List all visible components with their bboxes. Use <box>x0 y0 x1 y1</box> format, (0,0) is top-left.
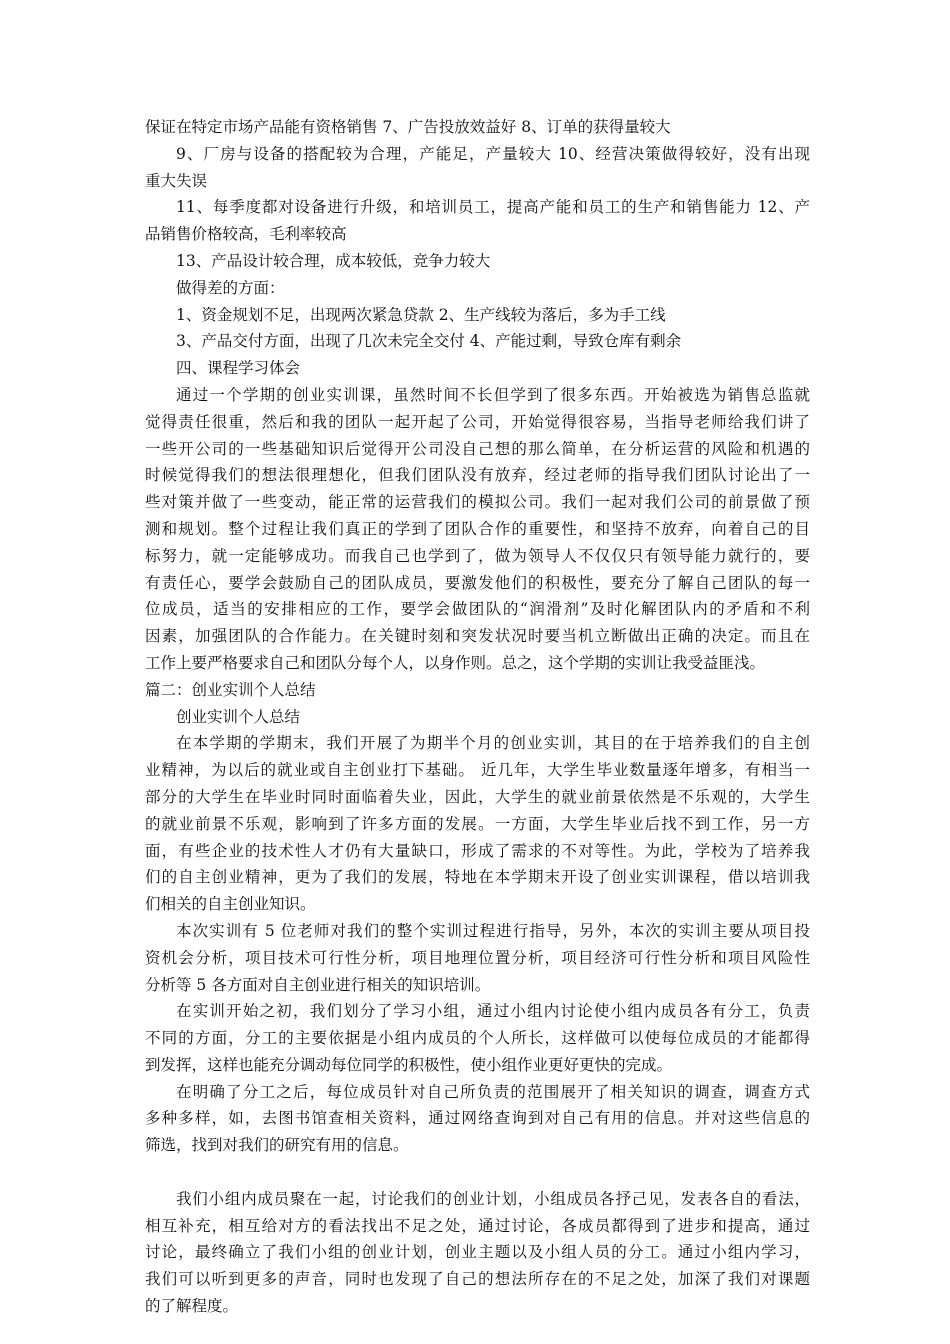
text-line: 重大失误 <box>145 171 208 190</box>
text-line: 13、产品设计较合理，成本较低，竞争力较大 <box>176 251 491 270</box>
text-line: 品销售价格较高，毛利率较高 <box>145 225 347 244</box>
text-line: 保证在特定市场产品能有资格销售 7、广告投放效益好 8、订单的获得量较大 <box>145 118 671 136</box>
text-line: 的了解程度。 <box>145 1297 239 1316</box>
text-line: 在明确了分工之后，每位成员针对自己所负责的范围展开了相关知识的调查，调查方式 <box>176 1082 810 1101</box>
text-line: 到发挥，这样也能充分调动每位同学的积极性，使小组作业更好更快的完成。 <box>145 1055 673 1074</box>
text-line: 一些开公司的一些基础知识后觉得开公司没自己想的那么简单，在分析运营的风险和机遇的 <box>145 439 810 458</box>
text-line: 11、每季度都对设备进行升级，和培训员工，提高产能和员工的生产和销售能力 12、产 <box>176 198 810 217</box>
text-line: 时候觉得我们的想法很理想化，但我们团队没有放弃，经过老师的指导我们团队讨论出了一 <box>145 466 810 485</box>
text-line: 些对策并做了一些变动，能正常的运营我们的模拟公司。我们一起对我们公司的前景做了预 <box>145 493 810 512</box>
text-line: 觉得责任很重，然后和我的团队一起开起了公司，开始觉得很容易，当指导老师给我们讲了 <box>145 412 810 431</box>
paragraph-gap <box>145 1159 810 1186</box>
text-line: 通过一个学期的创业实训课，虽然时间不长但学到了很多东西。开始被选为销售总监就 <box>176 385 810 404</box>
text-line: 讨论，最终确立了我们小组的创业计划，创业主题以及小组人员的分工。通过小组内学习， <box>145 1243 810 1262</box>
text-line: 在实训开始之初，我们划分了学习小组，通过小组内讨论使小组内成员各有分工，负责 <box>176 1002 810 1021</box>
text-line: 位成员，适当的安排相应的工作，要学会做团队的“润滑剂”及时化解团队内的矛盾和不利 <box>145 600 810 619</box>
text-line: 四、课程学习体会 <box>176 359 301 378</box>
text-line: 业精神，为以后的就业或自主创业打下基础。 近几年，大学生毕业数量逐年增多，有相当一 <box>145 761 810 780</box>
document-body <box>145 114 810 1320</box>
text-line: 不同的方面，分工的主要依据是小组内成员的个人所长，这样做可以使每位成员的才能都得 <box>145 1029 810 1048</box>
text-line: 有责任心，要学会鼓励自己的团队成员，要激发他们的积极性，要充分了解自己团队的每一 <box>145 573 810 592</box>
text-line: 3、产品交付方面，出现了几次未完全交付 4、产能过剩，导致仓库有剩余 <box>176 332 682 351</box>
text-line: 因素，加强团队的合作能力。在关键时刻和突发状况时要当机立断做出正确的决定。而且在 <box>145 627 810 646</box>
text-line: 本次实训有 5 位老师对我们的整个实训过程进行指导，另外，本次的实训主要从项目投 <box>176 921 810 940</box>
text-line: 工作上要严格要求自己和团队分每个人，以身作则。总之，这个学期的实训让我受益匪浅。 <box>145 653 766 672</box>
text-line: 1、资金规划不足，出现两次紧急贷款 2、生产线较为落后，多为手工线 <box>176 305 666 324</box>
text-line: 做得差的方面： <box>176 278 285 297</box>
text-line: 部分的大学生在毕业时同时面临着失业，因此，大学生的就业前景依然是不乐观的，大学生 <box>145 787 810 806</box>
text-line: 测和规划。整个过程让我们真正的学到了团队合作的重要性，和坚持不放弃，向着自己的目 <box>145 519 810 538</box>
text-line: 面，有些企业的技术性人才仍有大量缺口，形成了需求的不对等性。为此，学校为了培养我 <box>145 841 810 860</box>
text-line: 9、厂房与设备的搭配较为合理，产能足，产量较大 10、经营决策做得较好，没有出现 <box>176 144 810 163</box>
text-line: 资机会分析，项目技术可行性分析，项目地理位置分析，项目经济可行性分析和项目风险性 <box>145 948 810 967</box>
text-line: 们的自主创业精神，更为了我们的发展，特地在本学期末开设了创业实训课程，借以培训我 <box>145 868 810 887</box>
text-line: 相互补充，相互给对方的看法找出不足之处，通过讨论，各成员都得到了进步和提高，通过 <box>145 1216 810 1235</box>
text-line: 多种多样，如，去图书馆查相关资料，通过网络查询到对自己有用的信息。并对这些信息的 <box>145 1109 810 1128</box>
text-line: 篇二：创业实训个人总结 <box>145 680 316 699</box>
text-line: 标努力，就一定能够成功。而我自己也学到了，做为领导人不仅仅只有领导能力就行的，要 <box>145 546 810 565</box>
text-line: 的就业前景不乐观，影响到了许多方面的发展。一方面，大学生毕业后找不到工作，另一方 <box>145 814 810 833</box>
text-line: 分析等 5 各方面对自主创业进行相关的知识培训。 <box>145 975 491 994</box>
text-line: 我们可以听到更多的声音，同时也发现了自己的想法所存在的不足之处，加深了我们对课题 <box>145 1270 810 1289</box>
text-line: 我们小组内成员聚在一起，讨论我们的创业计划，小组成员各抒己见，发表各自的看法， <box>176 1189 810 1208</box>
text-line: 创业实训个人总结 <box>176 707 301 726</box>
text-line: 们相关的自主创业知识。 <box>145 895 316 914</box>
text-line: 在本学期的学期末，我们开展了为期半个月的创业实训，其目的在于培养我们的自主创 <box>176 734 810 753</box>
text-line: 筛选，找到对我们的研究有用的信息。 <box>145 1136 409 1155</box>
